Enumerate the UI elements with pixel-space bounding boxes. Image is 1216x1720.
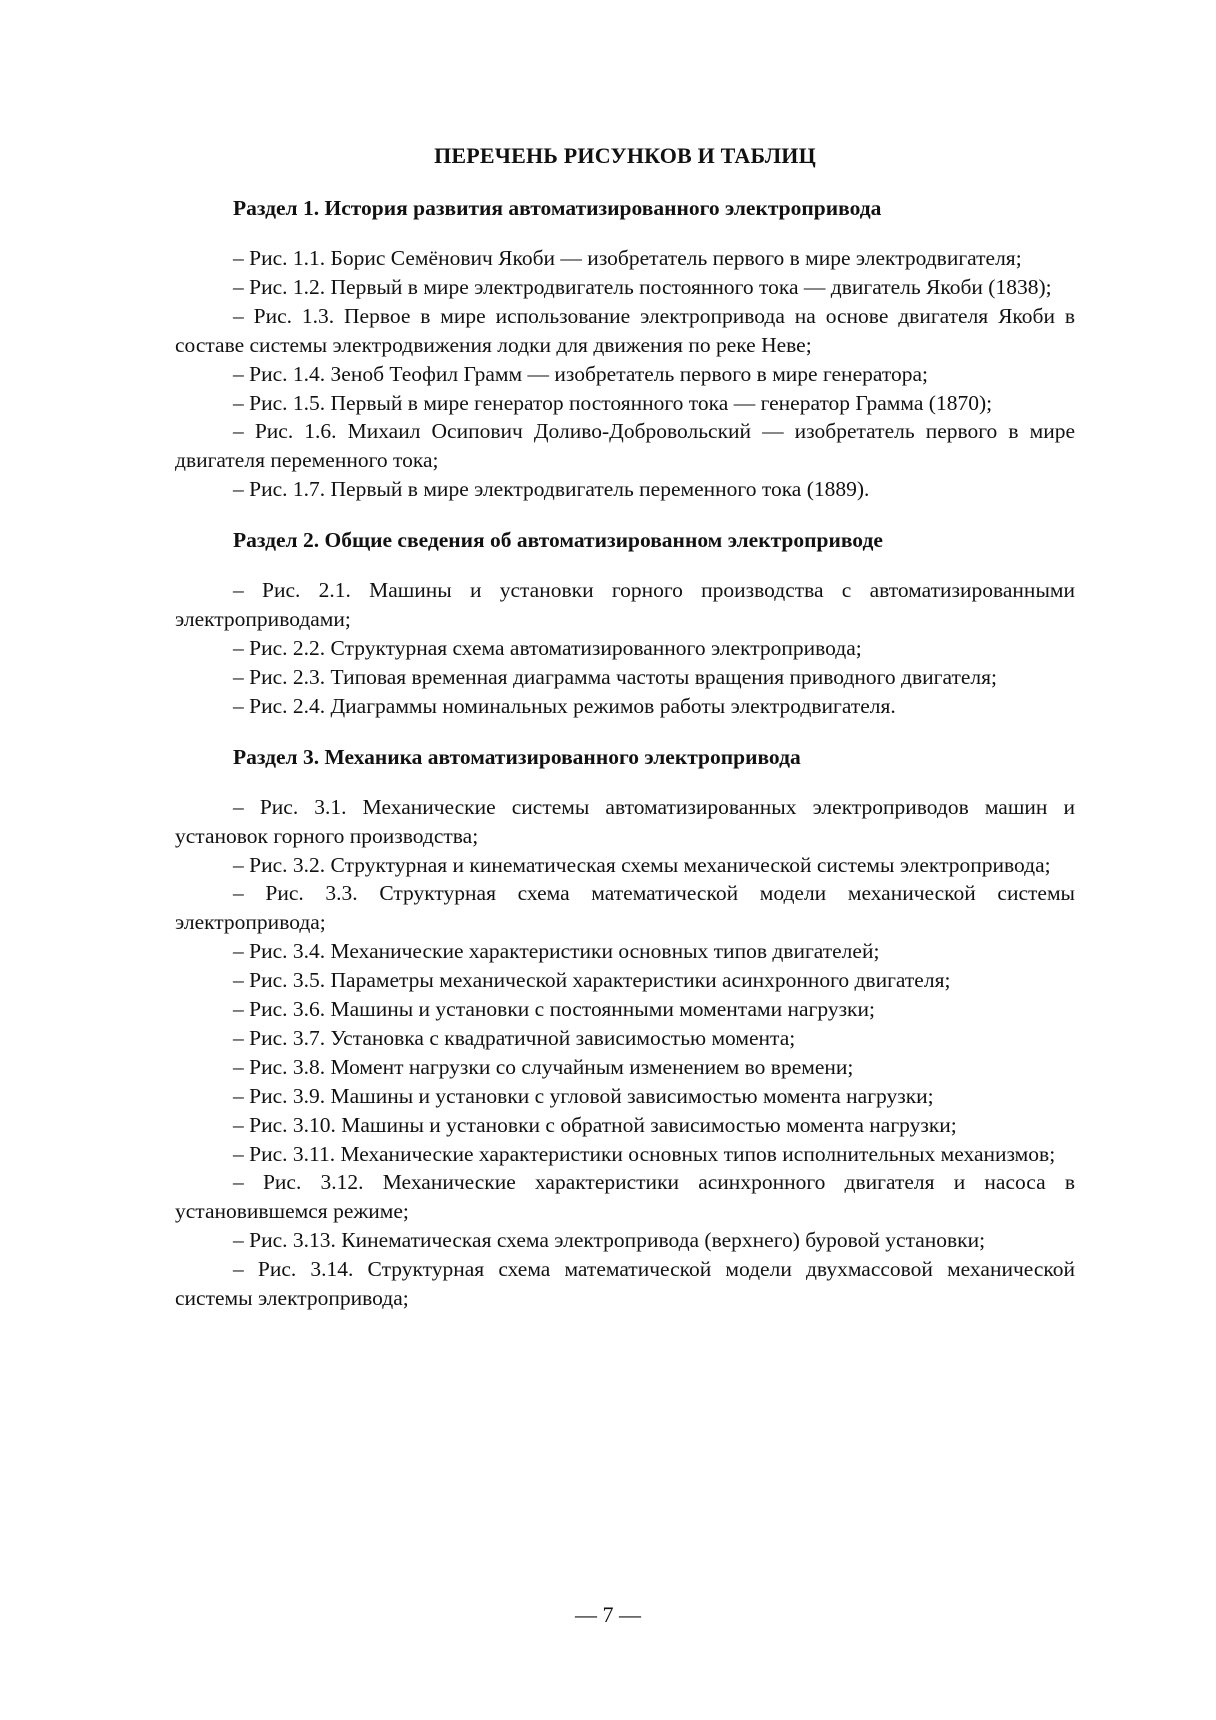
page-title: ПЕРЕЧЕНЬ РИСУНКОВ И ТАБЛИЦ [434, 143, 816, 168]
list-item: – Рис. 3.4. Механические характеристики основных типов двигателей; [233, 939, 880, 964]
list-item: – Рис. 3.13. Кинематическая схема электропривода (верхнего) буровой установки; [233, 1228, 986, 1253]
list-item: – Рис. 3.9. Машины и установки с угловой зависимостью момента нагрузки; [233, 1083, 934, 1108]
section-list-2 [175, 576, 1075, 721]
page-number: — 7 — [575, 1602, 641, 1627]
list-item: – Рис. 3.1. Механические системы автоматизированных электроприводов машин и установок горного производства; [175, 794, 1075, 848]
list-item: – Рис. 2.2. Структурная схема автоматизированного электропривода; [233, 635, 862, 660]
list-item: – Рис. 3.3. Структурная схема математической модели механической системы электропривода; [175, 881, 1075, 935]
list-item: – Рис. 1.4. Зеноб Теофил Грамм — изобретатель первого в мире генератора; [233, 361, 928, 386]
list-item: – Рис. 3.14. Структурная схема математической модели двухмассовой механической системы электропривода; [175, 1257, 1075, 1311]
list-item: – Рис. 1.1. Борис Семёнович Якоби — изобретатель первого в мире электродвигателя; [233, 246, 1022, 270]
list-item: – Рис. 1.7. Первый в мире электродвигатель переменного тока (1889). [233, 477, 870, 502]
list-item: – Рис. 3.11. Механические характеристики основных типов исполнительных механизмов; [233, 1141, 1056, 1166]
list-item: – Рис. 2.4. Диаграммы номинальных режимов работы электродвигателя. [233, 693, 896, 718]
document-page [175, 142, 1075, 1335]
list-item: – Рис. 3.2. Структурная и кинематическая схемы механической системы электропривода; [233, 852, 1051, 877]
list-item: – Рис. 3.6. Машины и установки с постоянными моментами нагрузки; [233, 997, 875, 1022]
section-list-1 [175, 244, 1075, 504]
list-item: – Рис. 3.12. Механические характеристики асинхронного двигателя и насоса в установившемся режиме; [175, 1170, 1075, 1224]
list-item: – Рис. 2.3. Типовая временная диаграмма частоты вращения приводного двигателя; [233, 664, 997, 689]
list-item: – Рис. 3.8. Момент нагрузки со случайным изменением во времени; [233, 1054, 854, 1079]
section-list-3 [175, 793, 1075, 1313]
list-item: – Рис. 3.10. Машины и установки с обратной зависимостью момента нагрузки; [233, 1112, 957, 1137]
list-item: – Рис. 3.7. Установка с квадратичной зависимостью момента; [233, 1025, 796, 1050]
list-item: – Рис. 1.6. Михаил Осипович Доливо-Добровольский — изобретатель первого в мире двигателя переменного тока; [175, 419, 1075, 473]
list-item: – Рис. 1.2. Первый в мире электродвигатель постоянного тока — двигатель Якоби (1838); [233, 274, 1052, 299]
list-item: – Рис. 1.5. Первый в мире генератор постоянного тока — генератор Грамма (1870); [233, 390, 993, 415]
section-heading-3: Раздел 3. Механика автоматизированного электропривода [233, 744, 801, 769]
list-item: – Рис. 3.5. Параметры механической характеристики асинхронного двигателя; [233, 968, 951, 993]
list-item: – Рис. 1.3. Первое в мире использование электропривода на основе двигателя Якоби в составе системы электродвижения лодки для движения по реке Неве; [175, 303, 1075, 357]
section-heading-1: Раздел 1. История развития автоматизированного электропривода [233, 196, 882, 220]
section-heading-2: Раздел 2. Общие сведения об автоматизированном электроприводе [233, 528, 883, 553]
list-item: – Рис. 2.1. Машины и установки горного производства с автоматизированными электроприводами; [175, 578, 1075, 632]
